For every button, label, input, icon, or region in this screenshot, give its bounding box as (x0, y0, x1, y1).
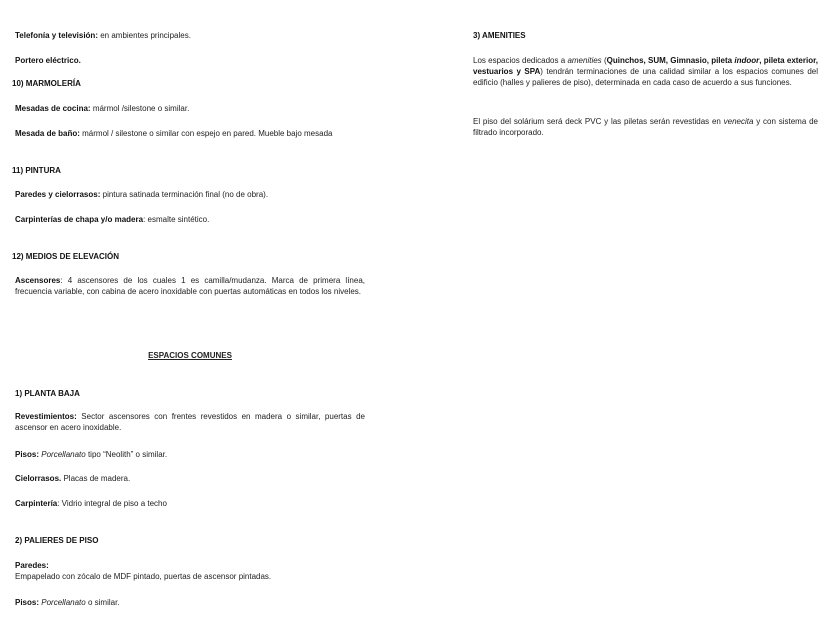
carpinterias-line (15, 214, 365, 225)
heading-amenities: 3) AMENITIES (473, 31, 526, 40)
cielorrasos-line (15, 473, 365, 484)
mesada-bano-text: mármol / silestone o similar con espejo en pared. Mueble bajo mesada (79, 129, 333, 138)
telefonia-text: en ambientes principales. (97, 31, 191, 40)
cielorrasos-label: Cielorrasos. (15, 474, 62, 483)
portero-label: Portero eléctrico. (15, 56, 81, 65)
heading-pintura: 11) PINTURA (12, 166, 61, 175)
paredes-cielorrasos-line (15, 189, 365, 200)
heading-marmoleria: 10) MARMOLERÍA (12, 79, 81, 88)
revestimientos-label: Revestimientos: (15, 412, 77, 421)
mesada-bano-paragraph (15, 128, 365, 139)
revestimientos-paragraph (15, 411, 365, 433)
amenities-paragraph: Los espacios dedicados a amenities (Quinchos, SUM, Gimnasio, pileta indoor, pileta exterior, vestuarios y SPA) tendrán terminaciones de una calidad similar a los espacios comunes del edificio (halles y palieres de piso), determinada en cada caso de acuerdo a sus funciones. (473, 56, 819, 87)
pisos-italic: Porcellanato (41, 450, 86, 459)
amenities-italic: amenities (567, 56, 602, 65)
pisos-palieres-line (15, 597, 365, 608)
mesadas-cocina-label: Mesadas de cocina: (15, 104, 91, 113)
pisos-line (15, 449, 365, 460)
carpinteria-line (15, 498, 365, 509)
telefonia-label: Telefonía y televisión: (15, 31, 98, 40)
paredes-label: Paredes y cielorrasos: (15, 190, 101, 199)
paredes2-label: Paredes: (15, 561, 49, 570)
carpinterias-text: : esmalte sintético. (143, 215, 210, 224)
venecita-italic: venecita (723, 117, 754, 126)
pisos2-text: o similar. (85, 598, 120, 607)
heading-palieres: 2) PALIERES DE PISO (15, 536, 99, 545)
mesadas-cocina-line (15, 103, 365, 114)
pisos2-label: Pisos: (15, 598, 40, 607)
portero-line (15, 55, 365, 66)
heading-planta-baja: 1) PLANTA BAJA (15, 389, 80, 398)
pisos-text: tipo “Neolith” o similar. (85, 450, 168, 459)
carpinteria-text: : Vidrio integral de piso a techo (57, 499, 167, 508)
mesada-bano-label: Mesada de baño: (15, 129, 80, 138)
ascensores-label: Ascensores (15, 276, 61, 285)
carpinteria-label: Carpintería (15, 499, 58, 508)
pisos2-italic: Porcellanato (41, 598, 86, 607)
revestimientos-text: Sector ascensores con frentes revestidos en madera o similar, puertas de ascensor en acero inoxidable. (15, 412, 365, 432)
paredes2-text: Empapelado con zócalo de MDF pintado, puertas de ascensor pintadas. (15, 572, 272, 581)
ascensores-text: : 4 ascensores de los cuales 1 es camilla/mudanza. Marca de primera línea, frecuencia variable, con cabina de acero inoxidable con puertas automáticas en todos los niveles. (15, 276, 365, 296)
paredes-palieres-paragraph (15, 560, 365, 582)
solarium-paragraph: El piso del solárium será deck PVC y las piletas serán revestidas en venecita y con sistema de filtrado incorporado. (473, 117, 818, 137)
espacios-comunes-title: ESPACIOS COMUNES (148, 351, 232, 360)
telefonia-line (15, 30, 365, 41)
pisos-label: Pisos: (15, 450, 40, 459)
indoor-italic: indoor (734, 56, 760, 65)
paredes-text: pintura satinada terminación final (no de obra). (100, 190, 269, 199)
ascensores-paragraph (15, 275, 365, 297)
mesadas-cocina-text: mármol /silestone o similar. (90, 104, 190, 113)
carpinterias-label: Carpinterías de chapa y/o madera (15, 215, 144, 224)
heading-medios-elevacion: 12) MEDIOS DE ELEVACIÓN (12, 252, 119, 261)
cielorrasos-text: Placas de madera. (61, 474, 131, 483)
